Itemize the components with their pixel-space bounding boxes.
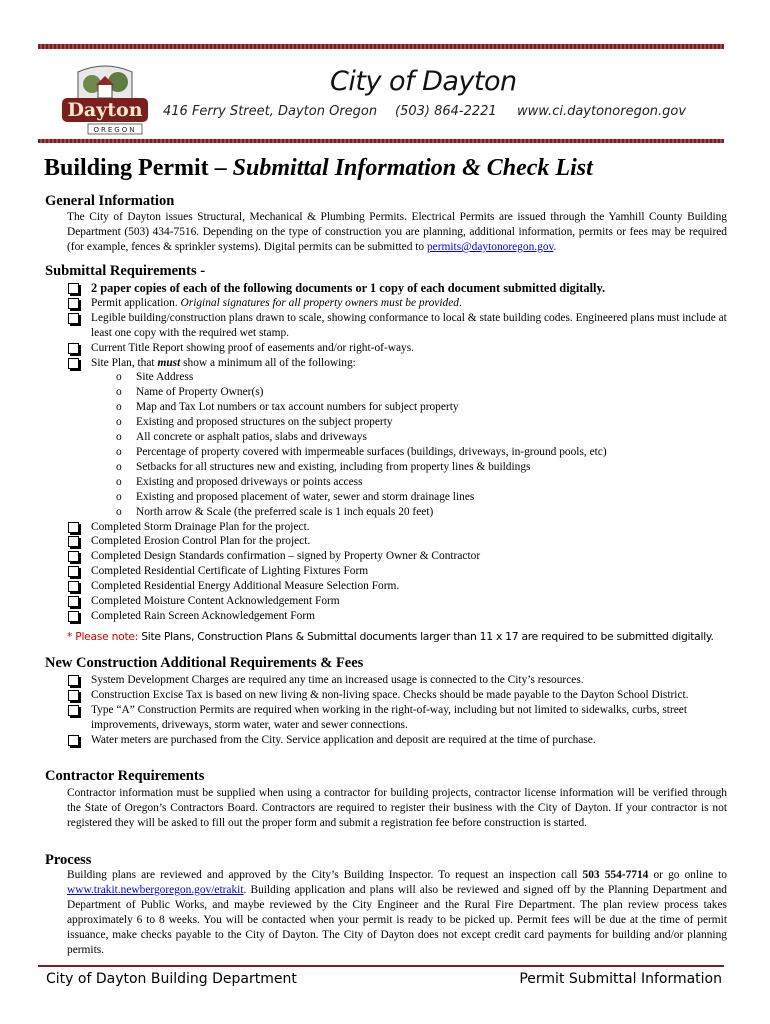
site-plan-item: o North arrow & Scale (the preferred scale is 1 inch equals 20 feet) [116, 505, 434, 518]
site-plan-item: o Existing and proposed structures on the subject property [116, 416, 393, 429]
checklist-item: Completed Moisture Content Acknowledgement Form [67, 594, 729, 609]
checkbox[interactable] [68, 298, 79, 309]
general-heading: General Information [45, 193, 175, 209]
checklist-item: Type “A” Construction Permits are required when working in the right-of-way, including but not limited to sidewalks, curbs, street improvements, driveways, storm water, water and sewer connections. [67, 703, 729, 733]
checkbox[interactable] [68, 705, 79, 716]
contact-line [163, 104, 686, 119]
site-plan-item: o Percentage of property covered with impermeable surfaces (buildings, driveways, in-ground pools, etc) [116, 445, 607, 458]
address: 416 Ferry Street, Dayton Oregon [163, 104, 378, 119]
submittal-checklist [67, 281, 729, 624]
checkbox[interactable] [68, 566, 79, 577]
checkbox[interactable] [68, 522, 79, 533]
checklist-item: Legible building/construction plans drawn to scale, showing conformance to local & state building codes. Engineered plans must include at least one copy with the required wet stamp. [67, 311, 729, 341]
note-label: * Please note: [67, 630, 139, 643]
checkbox[interactable] [68, 675, 79, 686]
header-top-rule [38, 44, 724, 49]
checklist-item: System Development Charges are required any time an increased usage is connected to the City’s resources. [67, 673, 729, 688]
checklist-item: Construction Excise Tax is based on new living & non-living space. Checks should be made payable to the Dayton School District. [67, 688, 729, 703]
site-plan-item: o Setbacks for all structures new and existing, including from property lines & buildings [116, 460, 531, 473]
checkbox[interactable] [68, 735, 79, 746]
checkbox[interactable] [68, 581, 79, 592]
footer-department: City of Dayton Building Department [46, 971, 297, 987]
city-logo [58, 64, 152, 136]
checkbox[interactable] [68, 596, 79, 607]
etrakit-link[interactable]: www.trakit.newbergoregon.gov/etrakit [67, 884, 244, 896]
footer-doc-name: Permit Submittal Information [519, 971, 722, 987]
page-title: Building Permit – Submittal Information & Check List [44, 155, 593, 181]
checklist-item: Current Title Report showing proof of easements and/or right-of-ways. [67, 341, 729, 356]
site-plan-item: o Map and Tax Lot numbers or tax account numbers for subject property [116, 401, 459, 414]
checklist-item: Water meters are purchased from the City. Service application and deposit are required at the time of purchase. [67, 733, 729, 748]
checklist-item: Site Plan, that must show a minimum all of the following: [67, 356, 729, 371]
city-name: City of Dayton [330, 66, 517, 97]
please-note [67, 630, 714, 643]
inspection-phone: 503 554-7714 [582, 869, 649, 881]
process-heading: Process [45, 852, 92, 868]
site-plan-item: o Existing and proposed placement of water, sewer and storm drainage lines [116, 490, 475, 503]
checklist-item: Completed Storm Drainage Plan for the project. [67, 520, 729, 535]
svg-text:Dayton: Dayton [67, 99, 143, 121]
checklist-item: Completed Residential Energy Additional Measure Selection Form. [67, 579, 729, 594]
site-plan-item: o Name of Property Owner(s) [116, 386, 264, 399]
footer-rule [38, 965, 724, 967]
checkbox[interactable] [68, 283, 79, 294]
new-construction-heading: New Construction Additional Requirements & Fees [45, 655, 364, 671]
checkbox[interactable] [68, 343, 79, 354]
note-text: Site Plans, Construction Plans & Submittal documents larger than 11 x 17 are required to be submitted digitally. [138, 630, 714, 643]
site-plan-item: o All concrete or asphalt patios, slabs and driveways [116, 431, 367, 444]
contractor-text: Contractor information must be supplied when using a contractor for building projects, contractor license information will be verified through the State of Oregon’s Contractors Board. Contractors are required to register their business with the City of Dayton. If your contractor is not registered they will be asked to fill out the proper form and submit a registration fee before construction is started. [67, 787, 727, 829]
checklist-item: Permit application. Original signatures for all property owners must be provided. [67, 296, 729, 311]
site-plan-item: o Existing and proposed driveways or points access [116, 475, 363, 488]
site-plan-item: o Site Address [116, 371, 194, 384]
svg-text:OREGON: OREGON [93, 126, 137, 134]
checklist-item: 2 paper copies of each of the following documents or 1 copy of each document submitted digitally. [67, 281, 729, 296]
website-link[interactable]: www.ci.daytonoregon.gov [517, 104, 687, 119]
checklist-item: Completed Rain Screen Acknowledgement Form [67, 609, 729, 624]
checkbox[interactable] [68, 611, 79, 622]
contractor-heading: Contractor Requirements [45, 768, 205, 784]
submittal-heading: Submittal Requirements - [45, 263, 206, 279]
checklist-item: Completed Erosion Control Plan for the project. [67, 534, 729, 549]
checkbox[interactable] [68, 358, 79, 369]
new-construction-checklist [67, 673, 729, 748]
checkbox[interactable] [68, 536, 79, 547]
checklist-item: Completed Design Standards confirmation – signed by Property Owner & Contractor [67, 549, 729, 564]
checkbox[interactable] [68, 551, 79, 562]
checkbox[interactable] [68, 690, 79, 701]
checklist-item: Completed Residential Certificate of Lighting Fixtures Form [67, 564, 729, 579]
permits-email-link[interactable]: permits@daytonoregon.gov [426, 241, 554, 253]
checkbox[interactable] [68, 313, 79, 324]
phone: (503) 864-2221 [395, 104, 497, 119]
header-bottom-rule [38, 139, 724, 143]
general-text: The City of Dayton issues Structural, Mechanical & Plumbing Permits. Electrical Permits are issued through the Yamhill County Building Department (503) 434-7516. Depending on the type of construction you are planning, additional information, permits or fees may be required (for example, fences & sprinkler systems). Digital permits can be submitted to permits@daytonoregon.gov. [67, 211, 727, 253]
process-text: Building plans are reviewed and approved by the City’s Building Inspector. To request an inspection call 503 554-7714 or go online to www.trakit.newbergoregon.gov/etrakit. Building application and plans will also be reviewed and signed off by the Planning Department and Department of Public Works, and maybe reviewed by the City Engineer and the Rural Fire Department. The plan review process takes approximately 6 to 8 weeks. You will be contacted when your permit is ready to be picked up. Permit fees will be due at the time of permit issuance, make checks payable to the City of Dayton. The City of Dayton does not except credit card payments for building and/or planning permits. [67, 869, 727, 956]
